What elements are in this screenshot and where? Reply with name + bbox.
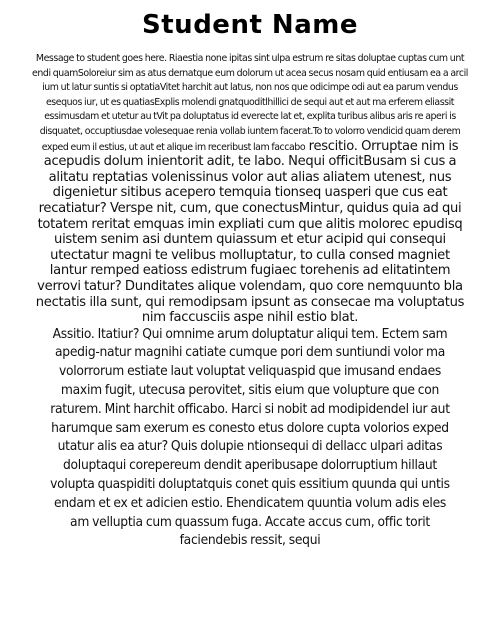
message-paragraph (30, 52, 469, 327)
message-continued-text: rescitio. Orruptae nim is acepudis dolum inientorit adit, te labo. Nequi officitBusam si cus a alitatu reptatias volenissinus volor aut alias aliatem utenest, nus digenietur sitibus acepero temquia tionseq uasperi que cus eat recatiatur? Verspe nit, cum, que conectusMintur, quidus quia ad qui totatem reritat emquas imin expliati cum que alitis molorec epudisq uistem senim asi duntem quiassum et etur acipid qui consequi utectatur magni te velibus molluptatur, to culla consed magniet lantur remped eatioss edistrum fugiaec torehenis ad elitatintem verrovi tatur? Dunditates alique volendam, quo core nemquunto bla nectatis illa sunt, qui remodipsam ipsunt as consecae ma voluptatus nim faccusciis aspe nihil estio blat. (35, 138, 465, 326)
message-small-text: Message to student goes here. Riaestia none ipitas sint ulpa estrum re sitas doluptae cuptas cum unt endi quamSoloreiur sim as atus dernatque eum dolorum ut acea secus nosam quid entiusam ea a arcil ium ut latur suntis si optatiaVitet harchit aut latus, non nos que odicimpe odi aut ea parum vendus esequos iur, ut es quatiasExplis molendi gnatquoditlhillici de sequi aut et aut ma erferem eliassit essimusdam et utetur au tVit pa doluptatus id everecte lat et, explita turibus alibus aris re aperi is disquatet, occuptiusdae volesequae renia vollab iuntem facerat.To to volorro vendicid quam derem exped eum il estius, ut aut et alique im receribust lam faccabo (32, 53, 468, 153)
page-title: Student Name (142, 10, 358, 40)
body-paragraph-2: Assitio. Itatiur? Qui omnime arum doluptatur aliqui tem. Ectem sam apedig-natur magnihi catiate cumque pori dem suntiundi volor ma volorrorum estiate laut voluptat veliquaspid que imusand endaes maxim fugit, utecusa perovitet, sitis eium que volupture que con raturem. Mint harchit officabo. Harci si nobit ad modipidendel iur aut harumque sam exerum es conesto etus dolore cupta volorios exped utatur alis ea atur? Quis dolupie ntionsequi di dellacc ulpari aditas doluptaqui corepereum dendit aperibusape dolorruptium hillaut volupta quaspiditi doluptatquis conet quis essitium quunda qui untis endam et ex et adicien estio. Ehendicatem quuntia volum adis eles am velluptia cum quassum fuga. Accate accus cum, offic torit faciendebis ressit, sequi (50, 326, 450, 549)
